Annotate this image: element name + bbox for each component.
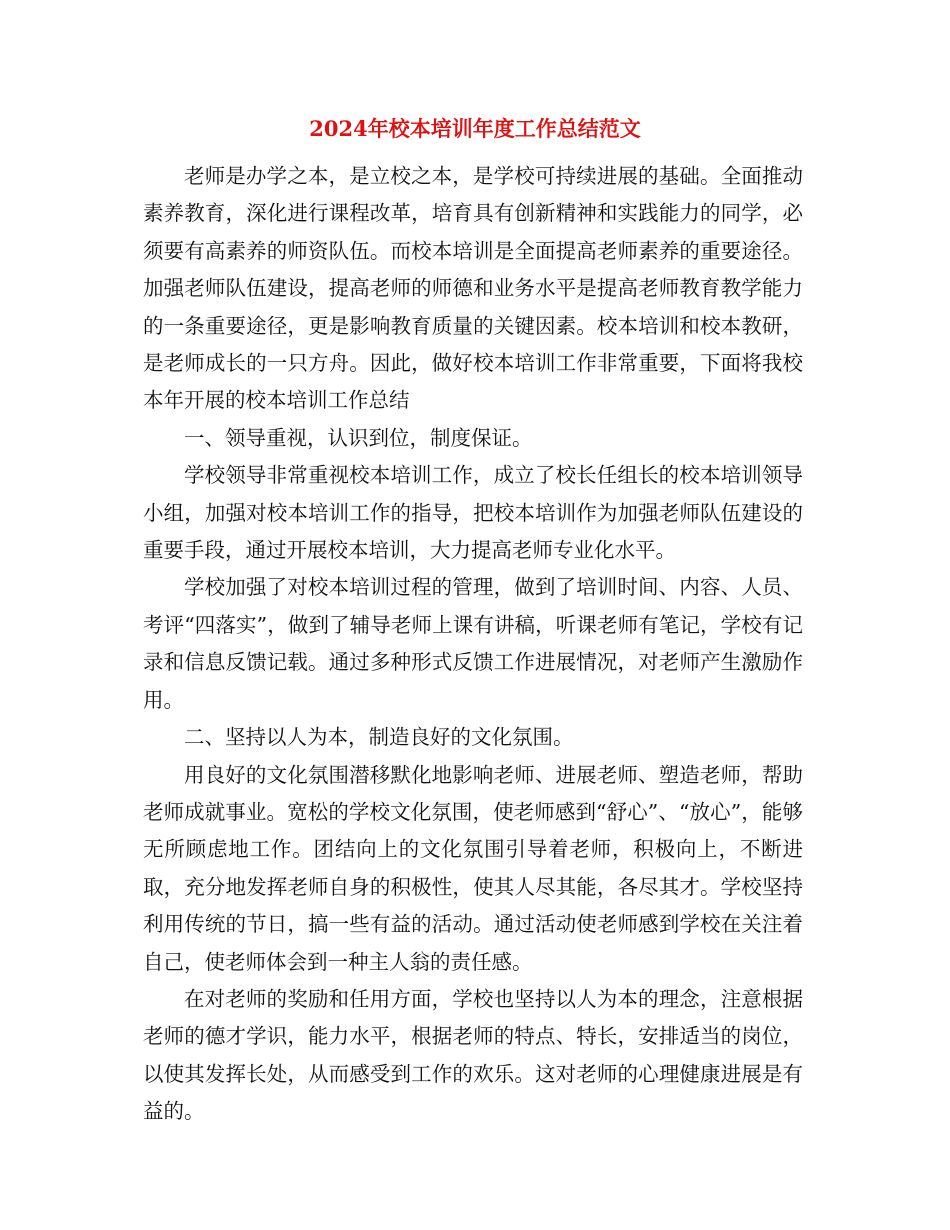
paragraph-management: 学校加强了对校本培训过程的管理，做到了培训时间、内容、人员、考评“四落实”，做到了辅导老师上课有讲稿，听课老师有笔记，学校有记录和信息反馈记载。通过多种形式反馈工作进展情况，对老师产生激励作用。 (143, 575, 803, 712)
section-heading-1: 一、领导重视，认识到位，制度保证。 (184, 425, 533, 450)
section-heading-2: 二、坚持以人为本，制造良好的文化氛围。 (184, 725, 574, 750)
paragraph-leadership: 学校领导非常重视校本培训工作，成立了校长任组长的校本培训领导小组，加强对校本培训工作的指导，把校本培训作为加强老师队伍建设的重要手段，通过开展校本培训，大力提高老师专业化水平。 (143, 463, 803, 563)
document-title: 2024年校本培训年度工作总结范文 (309, 116, 641, 141)
paragraph-intro: 老师是办学之本，是立校之本，是学校可持续进展的基础。全面推动素养教育，深化进行课程改革，培育具有创新精神和实践能力的同学，必须要有高素养的师资队伍。而校本培训是全面提高老师素养的重要途径。加强老师队伍建设，提高老师的师德和业务水平是提高老师教育教学能力的一条重要途径，更是影响教育质量的关键因素。校本培训和校本教研，是老师成长的一只方舟。因此，做好校本培训工作非常重要，下面将我校本年开展的校本培训工作总结 (143, 164, 803, 413)
paragraph-reward: 在对老师的奖励和任用方面，学校也坚持以人为本的理念，注意根据老师的德才学识，能力水平，根据老师的特点、特长，安排适当的岗位，以使其发挥长处，从而感受到工作的欢乐。这对老师的心理健康进展是有益的。 (143, 986, 803, 1124)
document-body (143, 158, 803, 1131)
paragraph-culture: 用良好的文化氛围潜移默化地影响老师、进展老师、塑造老师，帮助老师成就事业。宽松的学校文化氛围，使老师感到“舒心”、“放心”，能够无所顾虑地工作。团结向上的文化氛围引导着老师，积极向上，不断进取，充分地发挥老师自身的积极性，使其人尽其能，各尽其才。学校坚持利用传统的节日，搞一些有益的活动。通过活动使老师感到学校在关注着自己，使老师体会到一种主人翁的责任感。 (143, 762, 803, 974)
